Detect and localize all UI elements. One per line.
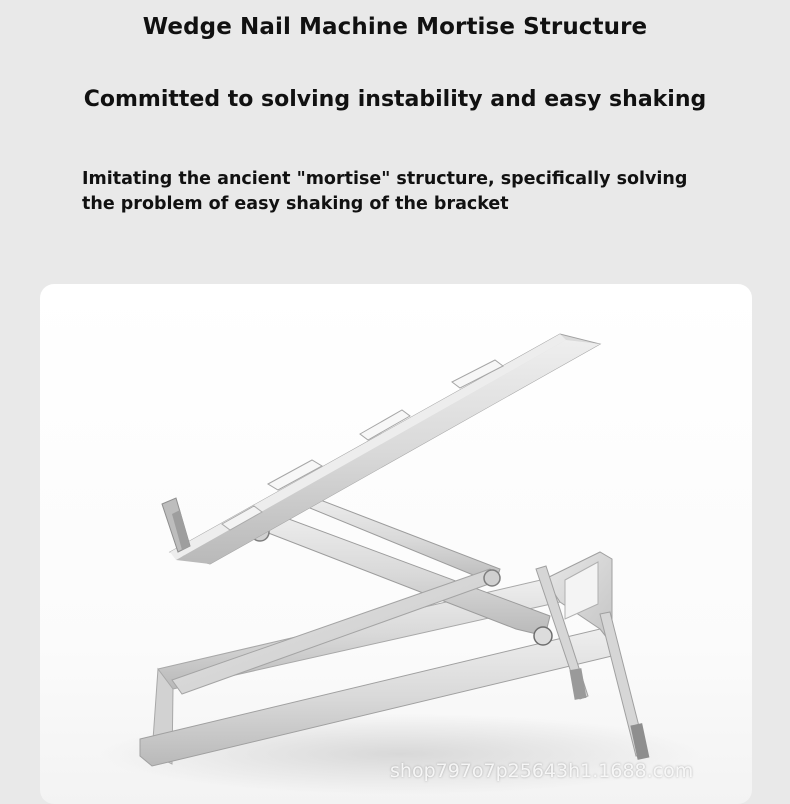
product-image-card	[40, 284, 752, 804]
hinge-pin-icon	[484, 570, 500, 586]
heading-title: Wedge Nail Machine Mortise Structure	[142, 14, 648, 40]
watermark-text: shop797o7p25643h1.1688.com	[390, 760, 694, 782]
heading-subtitle: Committed to solving instability and easy shaking	[83, 87, 707, 112]
description-line-1: Imitating the ancient "mortise" structure, specifically solving	[82, 169, 688, 189]
hinge-pin-icon	[534, 627, 552, 645]
description-text	[82, 167, 722, 217]
laptop-stand-illustration	[40, 284, 752, 804]
description-line-2: the problem of easy shaking of the bracket	[82, 194, 509, 214]
